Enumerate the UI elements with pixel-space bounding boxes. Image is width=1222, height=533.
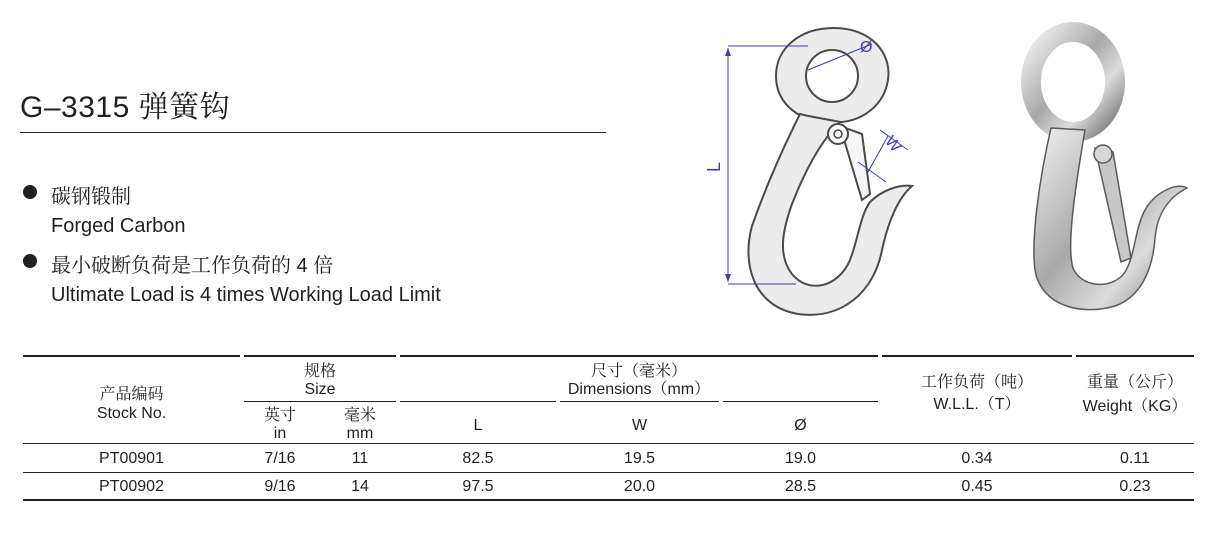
table-header-bottom-rule xyxy=(23,443,1194,444)
header-dim-diameter: Ø xyxy=(794,417,807,434)
table-top-rule xyxy=(882,355,1072,357)
header-size-in-en: in xyxy=(273,425,287,442)
header-size-in-zh: 英寸 xyxy=(263,407,296,424)
feature-en: Forged Carbon xyxy=(51,215,186,237)
photo-eye xyxy=(1031,32,1115,132)
table-top-rule xyxy=(23,355,240,357)
cell-weight: 0.23 xyxy=(1119,478,1151,495)
header-stock-zh: 产品编码 xyxy=(99,386,164,403)
cell-weight: 0.11 xyxy=(1120,450,1150,467)
header-dimensions-en: Dimensions（mm） xyxy=(567,381,711,398)
header-wll-zh: 工作负荷（吨） xyxy=(920,374,1033,391)
header-wll-en: W.L.L.（T） xyxy=(933,396,1021,413)
header-size-zh: 规格 xyxy=(303,363,336,380)
photo-latch xyxy=(1095,148,1131,262)
header-dimensions-zh: 尺寸（毫米） xyxy=(590,363,687,380)
table-row-rule xyxy=(23,472,1194,473)
hook-dimension-diagram xyxy=(704,26,922,326)
cell-size-in: 7/16 xyxy=(264,450,296,467)
label-diameter: Ø xyxy=(860,39,873,56)
table-top-rule xyxy=(1076,355,1194,357)
page-title: G–3315 弹簧钩 xyxy=(20,91,231,124)
header-weight-zh: 重量（公斤） xyxy=(1086,374,1183,391)
cell-dim-w: 19.5 xyxy=(623,450,656,467)
header-stock-en: Stock No. xyxy=(96,405,167,422)
title-divider xyxy=(20,132,606,133)
cell-size-in: 9/16 xyxy=(264,478,296,495)
cell-dim-diameter: 28.5 xyxy=(784,478,817,495)
header-weight-en: Weight（KG） xyxy=(1082,398,1188,415)
label-l: L xyxy=(704,161,724,172)
table-bottom-rule xyxy=(23,499,1194,501)
header-size-en: Size xyxy=(304,381,336,398)
cell-dim-w: 20.0 xyxy=(623,478,656,495)
header-size-mm-en: mm xyxy=(346,425,374,442)
cell-size-mm: 14 xyxy=(351,478,369,495)
header-dim-l: L xyxy=(473,417,483,434)
cell-size-mm: 11 xyxy=(351,450,369,467)
cell-wll: 0.45 xyxy=(961,478,993,495)
table-subheader-rule xyxy=(723,401,878,402)
hook-eye-hole xyxy=(806,50,858,102)
table-subheader-rule xyxy=(400,401,556,402)
header-size-mm-zh: 毫米 xyxy=(343,407,376,424)
feature-zh: 碳钢锻制 xyxy=(51,186,131,208)
cell-dim-diameter: 19.0 xyxy=(784,450,817,467)
table-subheader-rule xyxy=(560,401,719,402)
bullet-icon xyxy=(23,185,37,199)
table-top-rule xyxy=(244,355,396,357)
cell-stock: PT00901 xyxy=(99,450,164,467)
bullet-icon xyxy=(23,254,37,268)
cell-wll: 0.34 xyxy=(961,450,993,467)
feature-zh: 最小破断负荷是工作负荷的 4 倍 xyxy=(51,255,334,277)
product-photo xyxy=(1015,20,1205,320)
table-top-rule xyxy=(400,355,878,357)
header-dim-w: W xyxy=(631,417,648,434)
feature-en: Ultimate Load is 4 times Working Load Limit xyxy=(51,284,441,306)
table-subheader-rule xyxy=(244,401,396,402)
label-w: W xyxy=(881,133,905,156)
cell-dim-l: 82.5 xyxy=(462,450,494,467)
cell-stock: PT00902 xyxy=(99,478,164,495)
cell-dim-l: 97.5 xyxy=(462,478,494,495)
